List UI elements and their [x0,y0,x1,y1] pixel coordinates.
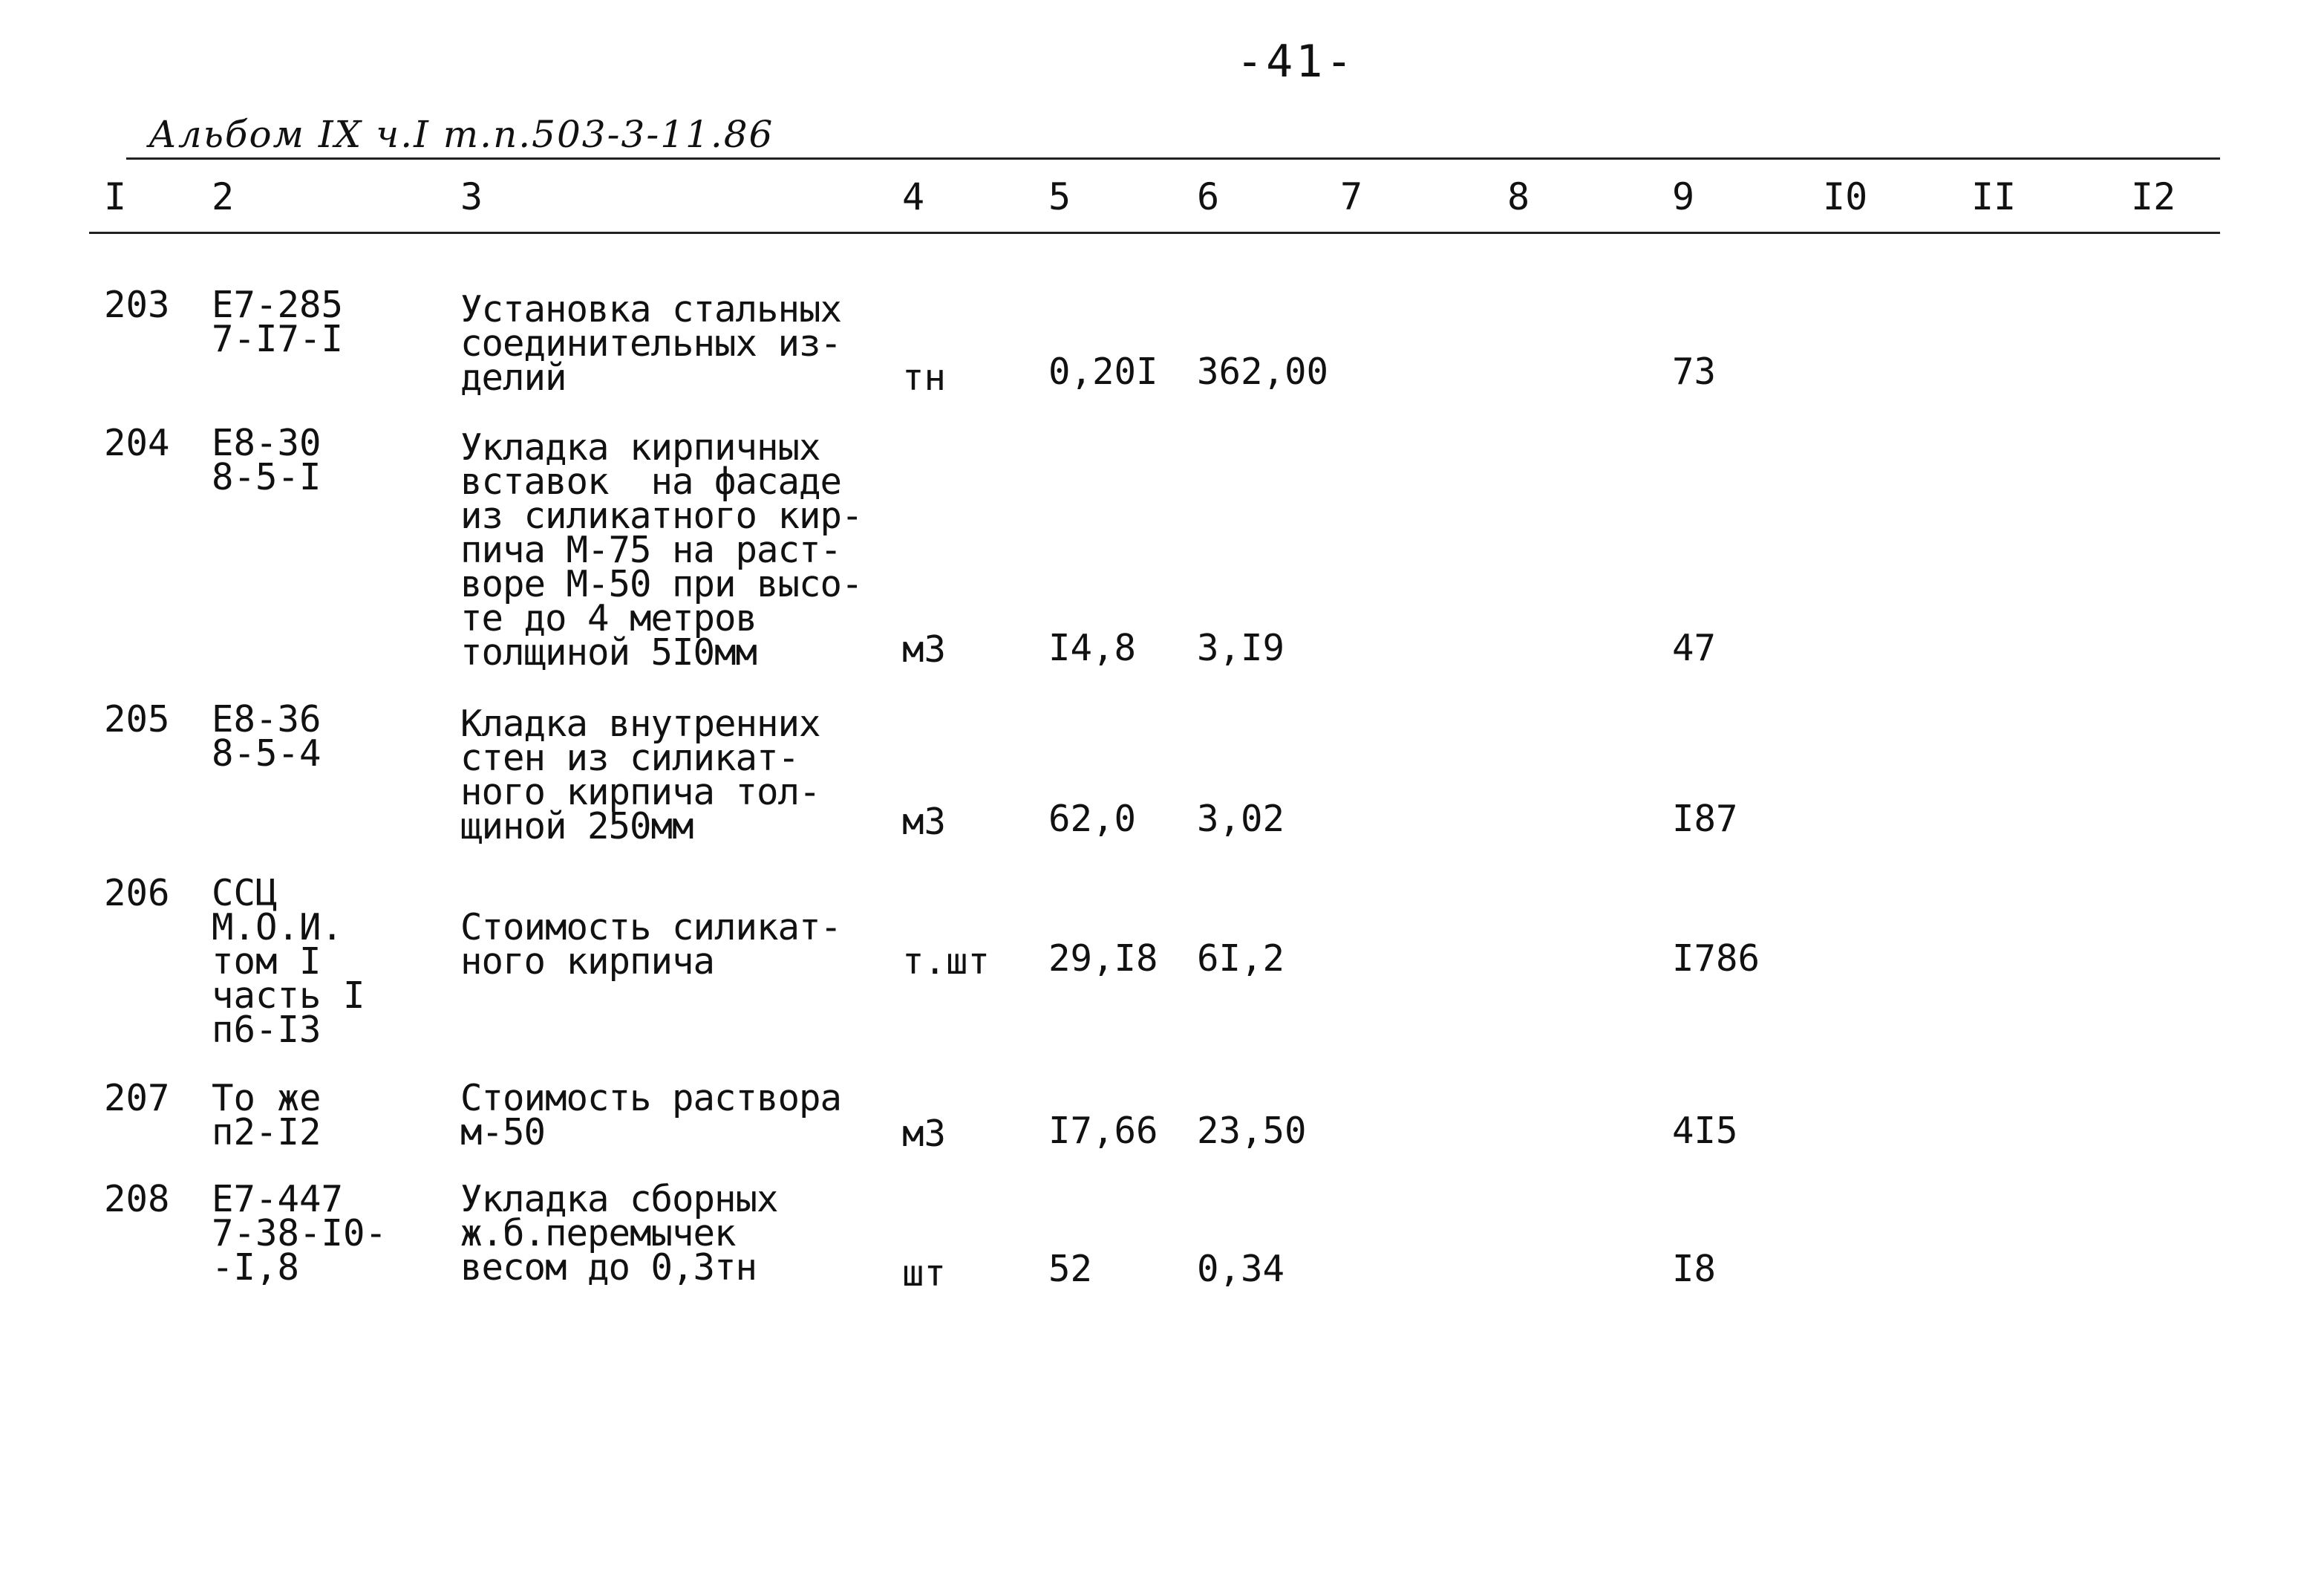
column-header-1: I [104,175,127,218]
row-number: 205 [104,698,170,740]
column-header-11: II [1971,175,2017,218]
row-unit: м3 [902,1113,947,1155]
row-description: Укладка сборных ж.б.перемычек весом до 0,3тн [460,1178,778,1289]
row-quantity: 62,0 [1048,798,1137,840]
row-code: Е7-447 7-38-I0- -I,8 [212,1178,388,1289]
row-total: I87 [1672,798,1738,840]
row-unit: м3 [902,801,947,843]
row-price: 23,50 [1197,1110,1307,1152]
row-quantity: 0,20I [1048,351,1158,393]
header-rule-top [126,157,2220,160]
column-header-4: 4 [902,175,925,218]
row-quantity: 29,I8 [1048,937,1158,980]
row-price: 3,I9 [1197,627,1285,669]
row-unit: м3 [902,628,947,671]
row-description: Стоимость силикат- ного кирпича [460,906,842,983]
column-header-3: 3 [460,175,483,218]
row-number: 207 [104,1077,170,1119]
row-code: Е8-30 8-5-I [212,422,321,498]
row-total: I786 [1672,937,1760,980]
row-unit: тн [902,357,947,399]
row-description: Стоимость раствора м-50 [460,1077,842,1153]
row-price: 0,34 [1197,1248,1285,1290]
row-quantity: I7,66 [1048,1110,1158,1152]
row-code: Е8-36 8-5-4 [212,698,321,775]
row-total: I8 [1672,1248,1717,1290]
row-quantity: I4,8 [1048,627,1137,669]
column-header-2: 2 [212,175,235,218]
row-price: 6I,2 [1197,937,1285,980]
row-unit: шт [902,1252,947,1295]
row-number: 204 [104,422,170,464]
row-description: Установка стальных соединительных из- делий [460,288,842,399]
row-quantity: 52 [1048,1248,1093,1290]
row-code: Е7-285 7-I7-I [212,284,344,360]
column-header-7: 7 [1340,175,1363,218]
row-total: 4I5 [1672,1110,1738,1152]
row-number: 208 [104,1178,170,1220]
row-total: 73 [1672,351,1717,393]
header-rule-bottom [89,232,2220,234]
row-code: ССЦ М.О.И. том I часть I п6-I3 [212,872,365,1051]
column-header-10: I0 [1823,175,1868,218]
album-title: Альбом IX ч.I т.п.503-3-11.86 [148,113,774,156]
row-code: То же п2-I2 [212,1077,321,1153]
column-header-8: 8 [1507,175,1530,218]
row-unit: т.шт [902,940,990,983]
column-header-12: I2 [2131,175,2176,218]
row-price: 362,00 [1197,351,1329,393]
column-header-6: 6 [1197,175,1220,218]
row-description: Кладка внутренних стен из силикат- ного кирпича тол- щиной 250мм [460,703,820,847]
row-total: 47 [1672,627,1717,669]
row-price: 3,02 [1197,798,1285,840]
column-header-5: 5 [1048,175,1071,218]
row-description: Укладка кирпичных вставок на фасаде из силикатного кир- пича М-75 на раст- воре М-50 при высо- те до 4 метров толщиной 5I0мм [460,426,863,674]
row-number: 203 [104,284,170,326]
page-number: -41- [1236,36,1356,88]
row-number: 206 [104,872,170,914]
column-header-9: 9 [1672,175,1695,218]
